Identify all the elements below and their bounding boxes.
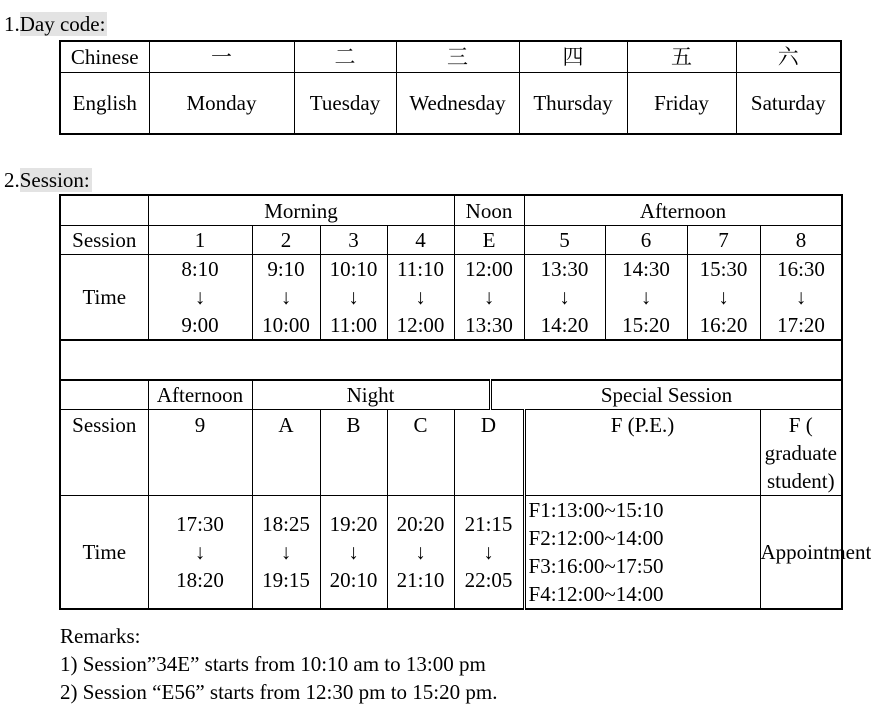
- period-afternoon-2: Afternoon: [148, 380, 252, 410]
- day-en-monday: Monday: [149, 73, 294, 135]
- grad-time: Appointment: [760, 496, 842, 610]
- period-special: Special Session: [490, 380, 842, 410]
- time-start: 10:10: [329, 257, 378, 281]
- day-code-heading-text: Day code:: [19, 12, 106, 36]
- time-end: 11:00: [329, 313, 378, 337]
- down-arrow-icon: ↓: [415, 540, 426, 564]
- day-code-heading-number: 1.: [4, 12, 20, 36]
- period-morning: Morning: [148, 195, 454, 226]
- time-end: 9:00: [181, 313, 219, 337]
- time-start: 17:30: [176, 512, 224, 536]
- session-code: 7: [687, 226, 760, 255]
- period-noon: Noon: [454, 195, 524, 226]
- session-heading-number: 2.: [4, 168, 20, 192]
- time-end: 14:20: [540, 313, 589, 337]
- session-time: [524, 255, 605, 341]
- down-arrow-icon: ↓: [483, 540, 494, 564]
- time-start: 20:20: [396, 512, 445, 536]
- remark-item: 1) Session”34E” starts from 10:10 am to 13:00 pm: [60, 652, 486, 676]
- day-zh-saturday: 六: [736, 41, 841, 73]
- session-code: 4: [387, 226, 454, 255]
- time-end: 13:30: [465, 313, 513, 337]
- down-arrow-icon: ↓: [348, 540, 359, 564]
- session-code: 2: [252, 226, 320, 255]
- session-code: B: [320, 410, 387, 496]
- time-start: 16:30: [777, 257, 825, 281]
- session-time: [387, 496, 454, 610]
- remark-item: 2) Session “E56” starts from 12:30 pm to 15:20 pm.: [60, 680, 498, 704]
- session-code: A: [252, 410, 320, 496]
- session-heading: [4, 167, 92, 193]
- day-zh-friday: 五: [627, 41, 736, 73]
- time-start: 11:10: [396, 257, 445, 281]
- session-code: 1: [148, 226, 252, 255]
- session-time: [252, 255, 320, 341]
- chinese-label: Chinese: [60, 41, 149, 73]
- time-start: 14:30: [622, 257, 670, 281]
- day-en-wednesday: Wednesday: [396, 73, 519, 135]
- pe-time-f2: F2:12:00~14:00: [528, 526, 664, 550]
- down-arrow-icon: ↓: [718, 285, 729, 309]
- day-en-thursday: Thursday: [519, 73, 627, 135]
- down-arrow-icon: ↓: [640, 285, 652, 309]
- time-end: 22:05: [464, 568, 513, 592]
- time-end: 16:20: [699, 313, 748, 337]
- pe-time-f1: F1:13:00~15:10: [528, 498, 664, 522]
- top-time-label: Time: [60, 255, 148, 341]
- grad-session-label: [760, 410, 842, 496]
- english-label: English: [60, 73, 149, 135]
- time-start: 8:10: [181, 257, 219, 281]
- remarks-title: Remarks:: [60, 624, 141, 648]
- time-end: 21:10: [396, 568, 445, 592]
- day-code-heading: [4, 11, 107, 37]
- english-row: [60, 73, 841, 135]
- period-night: Night: [252, 380, 490, 410]
- bottom-period-blank: [60, 380, 148, 410]
- top-session-label: Session: [60, 226, 148, 255]
- time-end: 18:20: [176, 568, 224, 592]
- pe-times: [524, 496, 760, 610]
- day-en-friday: Friday: [627, 73, 736, 135]
- bottom-session-label: Session: [60, 410, 148, 496]
- time-start: 12:00: [465, 257, 513, 281]
- session-time: [148, 496, 252, 610]
- bottom-session-row: [60, 410, 842, 496]
- time-end: 15:20: [622, 313, 670, 337]
- time-start: 15:30: [699, 257, 748, 281]
- chinese-row: [60, 41, 841, 73]
- time-start: 9:10: [267, 257, 305, 281]
- session-code: 3: [320, 226, 387, 255]
- day-en-saturday: Saturday: [736, 73, 841, 135]
- time-end: 17:20: [777, 313, 825, 337]
- down-arrow-icon: ↓: [194, 540, 206, 564]
- down-arrow-icon: ↓: [795, 285, 807, 309]
- day-zh-tuesday: 二: [294, 41, 396, 73]
- time-start: 19:20: [329, 512, 378, 536]
- day-code-table: [59, 40, 842, 135]
- session-code: 8: [760, 226, 842, 255]
- session-time: [605, 255, 687, 341]
- down-arrow-icon: ↓: [280, 285, 292, 309]
- session-code: E: [454, 226, 524, 255]
- session-time: [148, 255, 252, 341]
- time-end: 12:00: [396, 313, 445, 337]
- day-zh-monday: 一: [149, 41, 294, 73]
- session-table: [59, 194, 871, 610]
- time-start: 18:25: [262, 512, 310, 536]
- pe-time-f4: F4:12:00~14:00: [528, 582, 664, 606]
- spacer-row: [60, 340, 842, 380]
- day-zh-thursday: 四: [519, 41, 627, 73]
- top-period-blank: [60, 195, 148, 226]
- session-time: [454, 255, 524, 341]
- top-period-row: [60, 195, 842, 226]
- session-code: D: [454, 410, 524, 496]
- session-time: [687, 255, 760, 341]
- down-arrow-icon: ↓: [559, 285, 570, 309]
- top-time-row: [60, 255, 842, 341]
- session-time: [320, 255, 387, 341]
- session-code: 5: [524, 226, 605, 255]
- time-end: 10:00: [262, 313, 310, 337]
- session-time: [760, 255, 842, 341]
- top-session-row: [60, 226, 842, 255]
- session-time: [387, 255, 454, 341]
- day-zh-wednesday: 三: [396, 41, 519, 73]
- grad-label-line2: student): [766, 469, 835, 493]
- time-start: 21:15: [464, 512, 513, 536]
- session-heading-text: Session:: [19, 168, 90, 192]
- down-arrow-icon: ↓: [194, 285, 206, 309]
- session-time: [252, 496, 320, 610]
- down-arrow-icon: ↓: [280, 540, 292, 564]
- session-code: C: [387, 410, 454, 496]
- pe-session-label: F (P.E.): [524, 410, 760, 496]
- bottom-time-label: Time: [60, 496, 148, 610]
- bottom-time-row: [60, 496, 842, 610]
- session-code: 6: [605, 226, 687, 255]
- session-time: [320, 496, 387, 610]
- period-afternoon: Afternoon: [524, 195, 842, 226]
- session-code: 9: [148, 410, 252, 496]
- pe-time-f3: F3:16:00~17:50: [528, 554, 664, 578]
- grad-label-line1: F ( graduate: [764, 413, 837, 465]
- down-arrow-icon: ↓: [483, 285, 495, 309]
- spacer-cell: [60, 340, 842, 380]
- down-arrow-icon: ↓: [348, 285, 359, 309]
- session-time: [454, 496, 524, 610]
- day-en-tuesday: Tuesday: [294, 73, 396, 135]
- time-start: 13:30: [540, 257, 589, 281]
- bottom-period-row: [60, 380, 842, 410]
- down-arrow-icon: ↓: [415, 285, 426, 309]
- time-end: 19:15: [262, 568, 310, 592]
- remarks: [60, 622, 497, 706]
- time-end: 20:10: [329, 568, 378, 592]
